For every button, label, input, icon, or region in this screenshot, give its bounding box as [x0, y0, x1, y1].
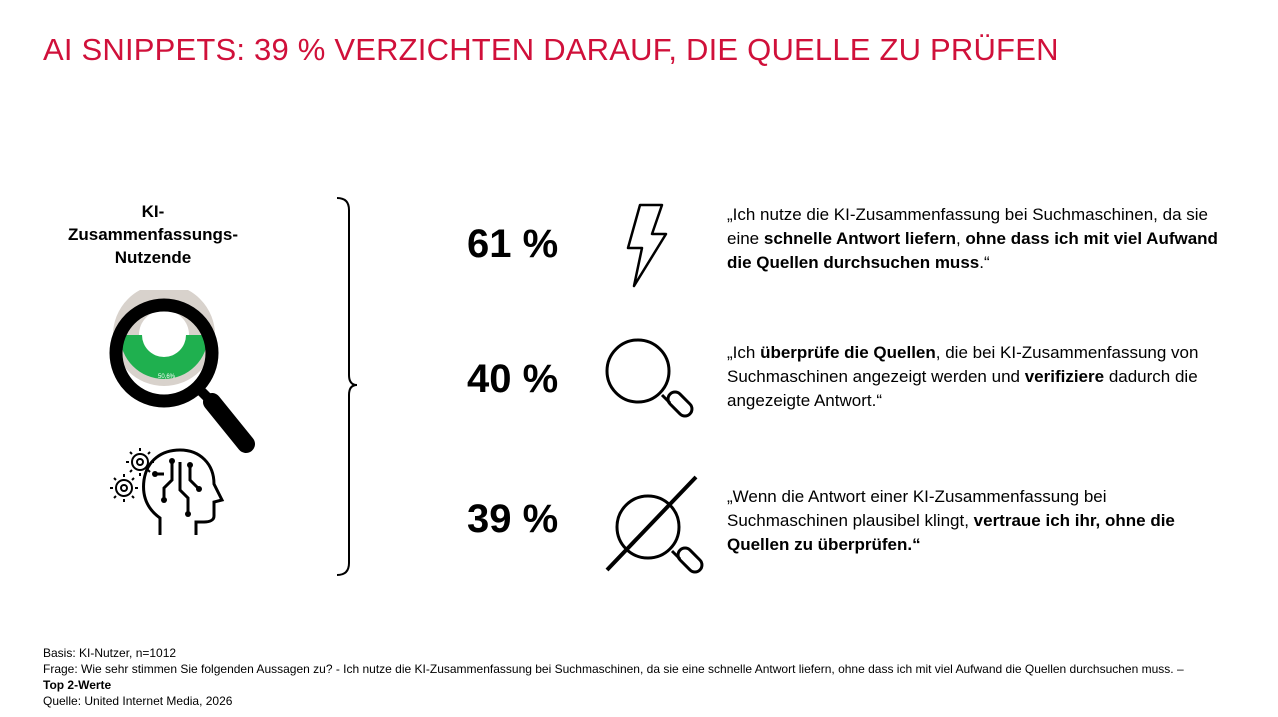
statement-row	[0, 195, 1278, 295]
quote-text: „Ich nutze die KI-Zusammenfassung bei Suchmaschinen, da sie eine	[727, 205, 1208, 248]
footnote-basis: Basis: KI-Nutzer, n=1012	[43, 646, 177, 660]
segment-label-line: KI-	[141, 202, 165, 221]
magnifier-icon	[600, 335, 700, 430]
quote-emphasis: überprüfe die Quellen	[760, 343, 936, 362]
footnote-question-emphasis: Top 2-Werte	[43, 678, 112, 692]
percent-value: 39 %	[467, 497, 559, 541]
quote-text: „Wenn die Antwort einer KI-Zusammenfassung bei Suchmaschinen plausibel klingt,	[727, 487, 1107, 530]
quote-text: .“	[979, 253, 990, 272]
segment-label-line: Zusammenfassungs-	[67, 225, 239, 244]
quote-emphasis: ohne dass ich mit viel Aufwand die Quellen durchsuchen muss	[727, 229, 1218, 272]
segment-label-line: Nutzende	[114, 248, 192, 267]
quote-emphasis: vertraue ich ihr, ohne die Quellen zu überprüfen.“	[727, 511, 1175, 554]
quote-text: , die bei KI-Zusammenfassung von Suchmaschinen angezeigt werden und	[727, 343, 1199, 386]
quote-text: ,	[955, 229, 966, 248]
footnote-question-text: Frage: Wie sehr stimmen Sie folgenden Aussagen zu? - Ich nutze die KI-Zusammenfassung bei Suchmaschinen, da sie eine schnelle Antwort liefern, ohne dass ich mit viel Aufwand die Quellen durchsuchen muss. –	[43, 662, 1184, 676]
quote-text: „Ich	[727, 343, 761, 362]
statement-row	[0, 475, 1278, 590]
statement-row	[0, 335, 1278, 435]
statement-quote	[727, 341, 1227, 413]
donut-value-label: 50,6%	[158, 374, 176, 380]
page-title: AI SNIPPETS: 39 % VERZICHTEN DARAUF, DIE QUELLE ZU PRÜFEN	[43, 32, 1059, 67]
statement-quote	[727, 203, 1227, 275]
crossed-magnifier-icon	[600, 475, 710, 587]
quote-text: dadurch die angezeigte Antwort.“	[727, 367, 1198, 410]
quote-emphasis: schnelle Antwort liefern	[763, 229, 956, 248]
footnote-source: Quelle: United Internet Media, 2026	[43, 694, 233, 708]
percent-value: 61 %	[467, 222, 559, 266]
quote-emphasis: verifiziere	[1024, 367, 1105, 386]
percent-value: 40 %	[467, 357, 559, 401]
footnote-question	[43, 661, 1193, 693]
footnote	[43, 645, 1193, 709]
lightning-icon	[620, 200, 670, 290]
statement-quote	[727, 485, 1227, 557]
